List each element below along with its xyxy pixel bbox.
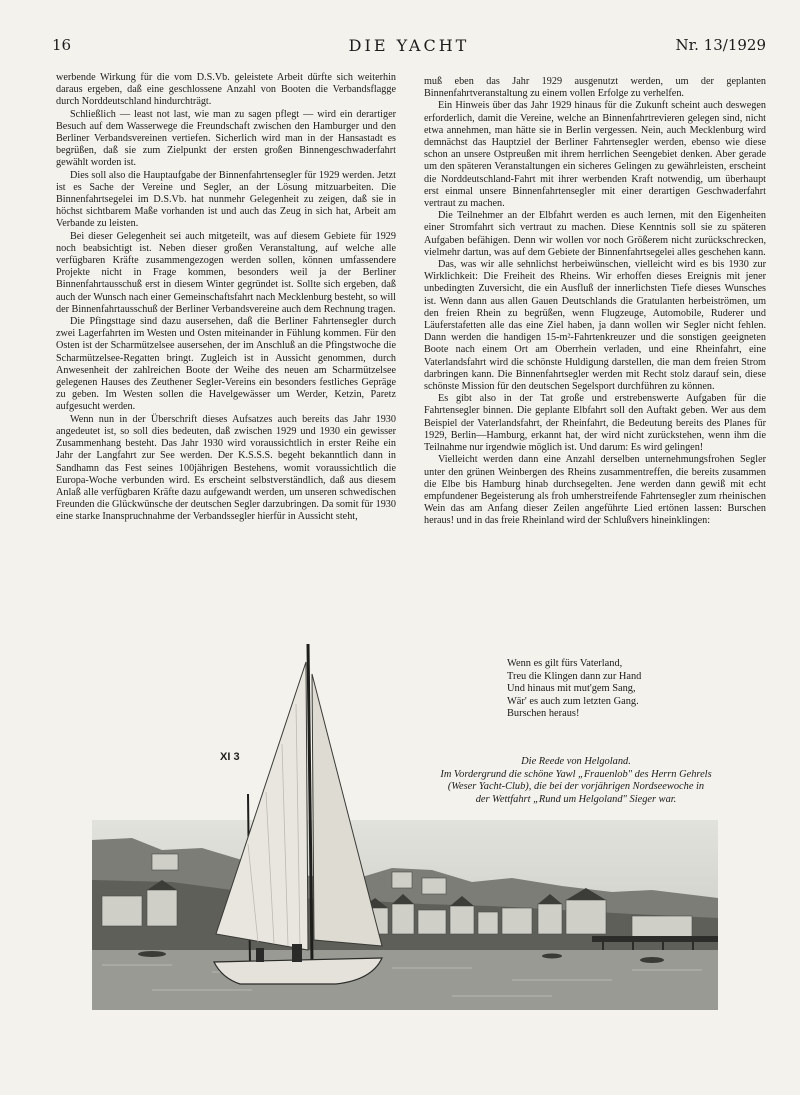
paragraph: muß eben das Jahr 1929 ausgenutzt werden, um der geplanten Binnenfahrtveranstaltung zu einem vollen Erfolge zu verhelfen. (424, 76, 766, 100)
paragraph: Es gibt also in der Tat große und erstrebenswerte Aufgaben für die Fahrtensegler binnen. Die geplante Elbfahrt soll den Auftakt geben. Wer aus dem Beispiel der Vaterlandsfahrt, der Rheinfahrt, die Bedeutung bereits des Planes für 1929, Berlin—Hamburg, erkannt hat, der wird nicht zurückstehen, wenn ihm die Teilnahme nur irgendwie möglich ist. Und darum: Es wird gelingen! (424, 393, 766, 454)
poem-line: Burschen heraus! (507, 708, 580, 720)
harbor-photo (92, 820, 718, 1010)
sail-number: XI 3 (220, 751, 240, 763)
paragraph: Schließlich — least not last, wie man zu sagen pflegt — wird ein derartiger Besuch auf dem Wasserwege die Freundschaft zwischen den Hamburger und den Berliner Verbandsvereinen vertiefen. Sicherlich wird man in der Hansastadt es begrüßen, daß sie zum Zielpunkt der ersten großen Binnengeschwaderfahrt gewählt worden ist. (56, 108, 396, 169)
yawl-sailboat (196, 644, 386, 1010)
harbor-scene (92, 820, 718, 1010)
magazine-title: DIE YACHT (348, 36, 470, 55)
paragraph: Die Pfingsttage sind dazu ausersehen, daß die Berliner Fahrtensegler durch zwei Lagerfahrten im Westen und Osten miteinander in Fühlung kommen. Für den Osten ist der Scharmützelsee ausersehen, der im Anschluß an die Pfingstwoche die Scharmützelsee-Regatten bringt. Zugleich ist in Aussicht genommen, durch Anwesenheit der zahlreichen Boote der Weihe des neuen am Scharmützelsee gelegenen Hauses des Zeuthener Segler-Vereins ein besonders festliches Gepräge zu geben. Im Westen sollen die Havelgewässer um Werder, Ketzin, Paretz aufgesucht werden. (56, 316, 396, 413)
paragraph: Wenn nun in der Überschrift dieses Aufsatzes auch bereits das Jahr 1930 angedeutet ist, so soll dies bedeuten, daß zwischen 1929 und 1930 ein gewisser Zusammenhang besteht. Das Jahr 1930 wird voraussichtlich in erster Reihe ein Jahr der Langfahrt zur See werden. Der K.S.S.S. begeht bekanntlich dann in Sandhamn das Fest seines 100jährigen Bestehens, womit voraussichtlich die Europa-Woche verbunden wird. Es erscheint selbstverständlich, daß aus diesem Anlaß alle verfügbaren Kräfte dazu aufgewandt werden, um unseren schwedischen Freunden die Glückwünsche der deutschen Segler darzubringen. Da somit für 1930 eine starke Inanspruchnahme der Verbandssegler hierfür in Aussicht steht, (56, 413, 396, 523)
caption-line: Im Vordergrund die schöne Yawl „Frauenlob" des Herrn Gehrels (440, 768, 712, 780)
issue-number: Nr. 13/1929 (675, 36, 766, 54)
page-number: 16 (52, 36, 72, 54)
left-column (56, 72, 396, 647)
paragraph: Dies soll also die Hauptaufgabe der Binnenfahrtensegler für 1929 werden. Jetzt ist es Sache der Vereine und Segler, an der Lösung mitzuarbeiten. Die Binnenfahrtsegelei im D.S.Vb. hat nunmehr Gelegenheit zu zeigen, daß sie in höchst sichtbarem Maße vorhanden ist und auch das Zeug in sich hat, Arbeit am Verbande zu leisten. (56, 169, 396, 230)
caption-line: (Weser Yacht-Club), die bei der vorjährigen Nordseewoche in (447, 781, 705, 793)
paragraph: werbende Wirkung für die vom D.S.Vb. geleistete Arbeit dürfte sich weiterhin daraus ergeben, daß eine geschlossene Anzahl von Booten die Verbandsflagge durch Norddeutschland hindurchträgt. (56, 72, 396, 108)
paragraph: Bei dieser Gelegenheit sei auch mitgeteilt, was auf diesem Gebiete für 1929 noch beabsichtigt ist. Neben dieser großen Veranstaltung, auf welche alle verfügbaren Kräfte zusammengezogen werden sollen, können umfassendere Projekte nicht in Frage kommen, besonders weil ja der Berliner Binnenfahrtausschuß erst in diesem Winter gegründet ist. Sollte sich ergeben, daß auch der Wunsch nach einer Gemeinschaftsfahrt nach Mecklenburg besteht, so will der Binnenfahrtausschuß der Berliner Verbandsvereine auch dem Rechnung tragen. (56, 230, 396, 315)
paragraph: Vielleicht werden dann eine Anzahl derselben unternehmungsfrohen Segler unter den grünen Weinbergen des Rheins zusammentreffen, die bereits zusammen die Elbe bis Hamburg hinab durchsegelten. Jene werden dann gewiß mit echt empfundener Begeisterung als froh umherstreifende Fahrtensegler zum rheinischen Wein das am Anfang dieser Zeilen angeführte Lied ertönen lassen: Burschen heraus! und in das freie Rheinland wird der Schlußvers hineinklingen: (424, 454, 766, 527)
poem-verse (507, 658, 707, 721)
poem-line: Wenn es gilt fürs Vaterland, (507, 658, 623, 669)
page-header (52, 36, 766, 58)
paragraph: Ein Hinweis über das Jahr 1929 hinaus für die Zukunft scheint auch deswegen erforderlich, damit die Vereine, welche an Binnenfahrtrevieren gelegen sind, nicht etwa annehmen, man hätte sie in Berlin vergessen. Nein, auch Mecklenburg wird demnächst das Hauptziel der Berliner Fahrtensegler werden, ebenso wie diese schon an unsere Ostpreußen mit ihrem herrlichen Seengebiet denken. Aber gerade um den späteren Veranstaltungen ein sicheres Gelingen zu gewährleisten, erscheint die Norddeutschland-Fahrt mit ihrer werbenden Kraft notwendig, um überhaupt erst einmal unsere Binnenfahrtensegler mit einer derartigen Geschwaderfahrt vertraut zu machen. (424, 100, 766, 210)
poem-line: Und hinaus mit mut'gem Sang, (507, 683, 636, 695)
right-column (424, 76, 766, 656)
poem-line: Treu die Klingen dann zur Hand (507, 670, 642, 682)
paragraph: Das, was wir alle sehnlichst herbeiwünschen, vielleicht wird es bis 1930 zur Wirklichkeit: Die Freiheit des Rheins. Wir erhoffen dieses Ereignis mit jener unbedingten Zuversicht, die ein Ausfluß der innerlichsten Tiefe dieses Wunsches ist. Wenn dann aus allen Gauen Deutschlands die Gratulanten herbeiströmen, um den freien Rhein zu begrüßen, wenn Flugzeuge, Automobile, Ruderer und Läuferstafetten alle das eine Ziel haben, ja dann wollen wir Segler nicht fehlen. Dann werden die handigen 15-m²-Fahrtenkreuzer und die sonstigen geeigneten Boote nach einem Ort am Oberrhein verladen, und eine Rheinfahrt, eine Vaterlandsfahrt wird die schönste Huldigung darstellen, die man dem freien Strom darbringen kann. Die Binnenfahrtsegler werden mit Recht stolz darauf sein, diese schönste Mission für den deutschen Segelsport durchführen zu können. (424, 259, 766, 393)
photo-caption (386, 756, 766, 806)
paragraph: Die Teilnehmer an der Elbfahrt werden es auch lernen, mit den Eigenheiten einer Stromfahrt sich vertraut zu machen. Diese Kenntnis soll sie zu späteren Aufgaben befähigen. Denn wir wollen vor noch Größerem nicht zurückschrecken, vielmehr dartun, was auf dem Gebiete der Binnenfahrtsegelei alles geschehen kann. (424, 210, 766, 258)
caption-title: Die Reede von Helgoland. (521, 756, 631, 767)
caption-line: der Wettfahrt „Rund um Helgoland" Sieger war. (475, 793, 677, 805)
poem-line: Wär' es auch zum letzten Gang. (507, 695, 639, 707)
